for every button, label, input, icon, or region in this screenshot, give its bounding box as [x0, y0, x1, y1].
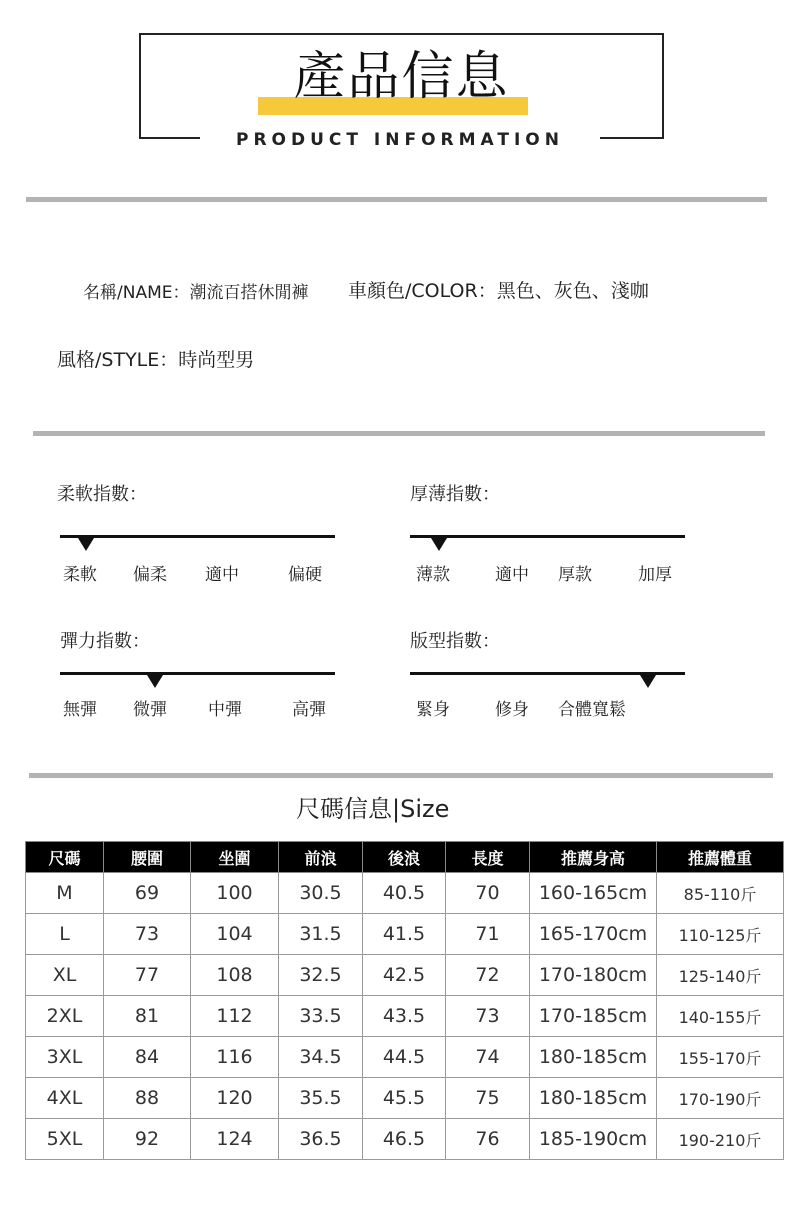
thickness-label: 厚薄指數：: [410, 484, 500, 505]
size-table: [25, 841, 784, 1160]
table-cell: 85-110斤: [657, 873, 784, 914]
table-cell: 36.5: [279, 1119, 363, 1160]
table-cell: 42.5: [363, 955, 446, 996]
table-cell: 170-185cm: [530, 996, 657, 1037]
table-cell: 35.5: [279, 1078, 363, 1119]
product-color: 車顏色/COLOR：黑色、灰色、淺咖: [348, 280, 649, 302]
thickness-option: 適中: [495, 565, 529, 585]
table-cell: 34.5: [279, 1037, 363, 1078]
thickness-option: 厚款: [558, 565, 592, 585]
page-title: 產品信息: [293, 47, 510, 107]
elasticity-label: 彈力指數：: [60, 631, 150, 652]
table-cell: 43.5: [363, 996, 446, 1037]
table-cell: 71: [446, 914, 530, 955]
fit-marker-icon: [640, 675, 656, 688]
table-cell: 110-125斤: [657, 914, 784, 955]
size-table-title: 尺碼信息|Size: [296, 795, 450, 823]
fit-option: 緊身: [416, 700, 450, 720]
table-cell: 33.5: [279, 996, 363, 1037]
column-header: 腰圍: [104, 842, 191, 873]
table-cell: 40.5: [363, 873, 446, 914]
table-cell: 45.5: [363, 1078, 446, 1119]
thickness-marker-icon: [431, 538, 447, 551]
softness-option: 適中: [205, 565, 239, 585]
table-row: [26, 1119, 784, 1160]
softness-option: 柔軟: [63, 565, 97, 585]
table-cell: 74: [446, 1037, 530, 1078]
table-cell: 76: [446, 1119, 530, 1160]
table-cell: 116: [191, 1037, 279, 1078]
table-cell: 30.5: [279, 873, 363, 914]
softness-option: 偏柔: [133, 565, 167, 585]
table-cell: 165-170cm: [530, 914, 657, 955]
table-cell: 124: [191, 1119, 279, 1160]
elasticity-marker-icon: [147, 675, 163, 688]
table-cell: 92: [104, 1119, 191, 1160]
elasticity-option: 中彈: [208, 700, 242, 720]
divider: [33, 431, 765, 436]
elasticity-option: 高彈: [292, 700, 326, 720]
thickness-option: 加厚: [638, 565, 672, 585]
table-cell: 70: [446, 873, 530, 914]
table-cell: 73: [446, 996, 530, 1037]
subtitle-wrap: [200, 126, 600, 154]
fit-option: 修身: [495, 700, 529, 720]
table-cell: 69: [104, 873, 191, 914]
table-cell: 31.5: [279, 914, 363, 955]
table-cell: 77: [104, 955, 191, 996]
table-cell: 4XL: [26, 1078, 104, 1119]
elasticity-option: 無彈: [63, 700, 97, 720]
table-cell: 100: [191, 873, 279, 914]
divider: [26, 197, 767, 202]
thickness-scale-line: [410, 535, 685, 538]
divider: [29, 773, 773, 778]
table-cell: 2XL: [26, 996, 104, 1037]
table-row: [26, 873, 784, 914]
column-header: 坐圍: [191, 842, 279, 873]
table-cell: 46.5: [363, 1119, 446, 1160]
table-cell: 88: [104, 1078, 191, 1119]
elasticity-scale-line: [60, 672, 335, 675]
table-cell: L: [26, 914, 104, 955]
softness-scale-line: [60, 535, 335, 538]
table-cell: 32.5: [279, 955, 363, 996]
product-name: 名稱/NAME：潮流百搭休閒褲: [83, 283, 309, 303]
softness-option: 偏硬: [288, 565, 322, 585]
page-subtitle: PRODUCT INFORMATION: [236, 130, 564, 150]
table-cell: 44.5: [363, 1037, 446, 1078]
table-cell: 140-155斤: [657, 996, 784, 1037]
column-header: 前浪: [279, 842, 363, 873]
table-cell: 3XL: [26, 1037, 104, 1078]
table-cell: XL: [26, 955, 104, 996]
table-cell: 155-170斤: [657, 1037, 784, 1078]
table-cell: 120: [191, 1078, 279, 1119]
column-header: 長度: [446, 842, 530, 873]
column-header: 推薦身高: [530, 842, 657, 873]
table-row: [26, 996, 784, 1037]
column-header: 尺碼: [26, 842, 104, 873]
product-style: 風格/STYLE：時尚型男: [57, 349, 255, 371]
table-row: [26, 914, 784, 955]
table-cell: 180-185cm: [530, 1078, 657, 1119]
table-cell: 104: [191, 914, 279, 955]
table-cell: M: [26, 873, 104, 914]
table-cell: 72: [446, 955, 530, 996]
table-row: [26, 1037, 784, 1078]
table-cell: 73: [104, 914, 191, 955]
table-cell: 84: [104, 1037, 191, 1078]
table-cell: 170-180cm: [530, 955, 657, 996]
table-row: [26, 1078, 784, 1119]
fit-label: 版型指數：: [410, 631, 500, 652]
column-header: 後浪: [363, 842, 446, 873]
table-cell: 170-190斤: [657, 1078, 784, 1119]
elasticity-option: 微彈: [133, 700, 167, 720]
table-cell: 81: [104, 996, 191, 1037]
softness-label: 柔軟指數：: [57, 484, 147, 505]
fit-option: 合體寬鬆: [558, 700, 626, 720]
table-cell: 190-210斤: [657, 1119, 784, 1160]
softness-marker-icon: [78, 538, 94, 551]
table-cell: 112: [191, 996, 279, 1037]
table-header-row: [26, 842, 784, 873]
table-cell: 160-165cm: [530, 873, 657, 914]
table-row: [26, 955, 784, 996]
table-cell: 125-140斤: [657, 955, 784, 996]
table-cell: 75: [446, 1078, 530, 1119]
column-header: 推薦體重: [657, 842, 784, 873]
table-cell: 108: [191, 955, 279, 996]
table-cell: 5XL: [26, 1119, 104, 1160]
thickness-option: 薄款: [416, 565, 450, 585]
table-cell: 180-185cm: [530, 1037, 657, 1078]
table-cell: 41.5: [363, 914, 446, 955]
table-cell: 185-190cm: [530, 1119, 657, 1160]
